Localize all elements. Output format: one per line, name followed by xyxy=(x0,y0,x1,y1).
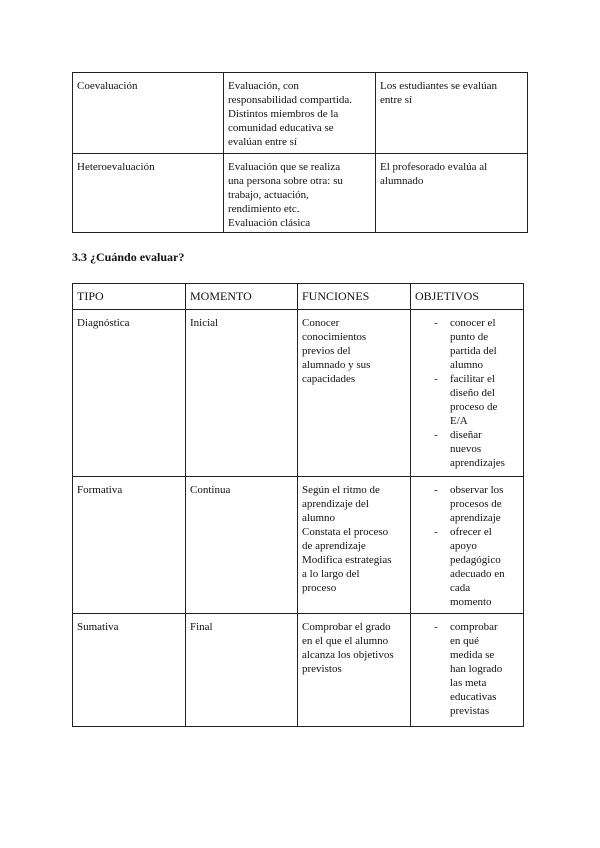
table-cell xyxy=(73,73,224,154)
header-cell-momento: MOMENTO xyxy=(186,284,298,310)
cell-line: a lo largo del xyxy=(302,568,360,580)
cell-line: Conocer xyxy=(302,317,340,329)
cell-line: Constata el proceso xyxy=(302,526,389,538)
table-row xyxy=(73,477,524,614)
list-item: - facilitar el diseño del proceso de E/A xyxy=(415,372,519,428)
cell-line: proceso xyxy=(302,582,337,594)
list-item: - diseñar nuevos aprendizajes xyxy=(415,428,519,470)
momento-cell: Continua xyxy=(186,477,298,614)
cell-line: previos del xyxy=(302,345,351,357)
cell-line: aprendizaje del xyxy=(302,498,369,510)
list-item: - ofrecer el apoyo pedagógico adecuado en cada momento xyxy=(415,525,519,609)
cell-text: Heteroevaluación xyxy=(77,161,155,173)
cell-line: trabajo, actuación, xyxy=(228,189,309,201)
cell-line: responsabilidad compartida. xyxy=(228,94,353,106)
momento-cell: Final xyxy=(186,614,298,727)
cell-line: rendimiento etc. xyxy=(228,203,300,215)
tipo-cell: Diagnóstica xyxy=(73,310,186,477)
cell-line: evalúan entre sí xyxy=(228,136,298,148)
list-item: - comprobar en qué medida se han logrado las meta educativas previstas xyxy=(415,620,519,718)
objetivos-list xyxy=(415,483,519,609)
objetivos-list xyxy=(415,316,519,470)
table-cell xyxy=(73,154,224,233)
cell-line: Modifica estrategias xyxy=(302,554,392,566)
cell-line: previstos xyxy=(302,663,342,675)
header-cell-tipo: TIPO xyxy=(73,284,186,310)
cell-line: alumno xyxy=(302,512,335,524)
header-cell-objetivos: OBJETIVOS xyxy=(411,284,524,310)
section-heading: 3.3 ¿Cuándo evaluar? xyxy=(72,250,185,264)
cell-line: entre sí xyxy=(380,94,413,106)
when-to-evaluate-table xyxy=(72,283,524,727)
cell-line: El profesorado evalúa al xyxy=(380,161,488,173)
cell-line: alumnado xyxy=(380,175,424,187)
funciones-cell xyxy=(298,614,411,727)
table-row xyxy=(73,154,528,233)
cell-line: alumnado y sus xyxy=(302,359,371,371)
cell-line: Evaluación clásica xyxy=(228,217,311,229)
cell-line: Evaluación que se realiza xyxy=(228,161,341,173)
momento-cell: Inicial xyxy=(186,310,298,477)
cell-line: Distintos miembros de la xyxy=(228,108,339,120)
cell-line: conocimientos xyxy=(302,331,367,343)
funciones-cell xyxy=(298,310,411,477)
cell-line: de aprendizaje xyxy=(302,540,366,552)
table-row xyxy=(73,310,524,477)
evaluation-agents-table xyxy=(72,72,528,233)
header-cell-funciones: FUNCIONES xyxy=(298,284,411,310)
table-cell xyxy=(376,73,528,154)
list-item: - observar los procesos de aprendizaje xyxy=(415,483,519,525)
cell-line: Comprobar el grado xyxy=(302,621,391,633)
table-cell xyxy=(224,154,376,233)
cell-line: Evaluación, con xyxy=(228,80,299,92)
table-header-row xyxy=(73,284,524,310)
cell-text: Coevaluación xyxy=(77,80,138,92)
cell-line: capacidades xyxy=(302,373,356,385)
objetivos-cell xyxy=(411,614,524,727)
objetivos-list xyxy=(415,620,519,718)
table-cell xyxy=(224,73,376,154)
table-row xyxy=(73,614,524,727)
objetivos-cell xyxy=(411,310,524,477)
tipo-cell: Sumativa xyxy=(73,614,186,727)
objetivos-cell xyxy=(411,477,524,614)
cell-line: en el que el alumno xyxy=(302,635,389,647)
cell-line: comunidad educativa se xyxy=(228,122,334,134)
list-item: - conocer el punto de partida del alumno xyxy=(415,316,519,372)
tipo-cell: Formativa xyxy=(73,477,186,614)
funciones-cell xyxy=(298,477,411,614)
cell-line: una persona sobre otra: su xyxy=(228,175,343,187)
cell-line: Los estudiantes se evalúan xyxy=(380,80,497,92)
cell-line: alcanza los objetivos xyxy=(302,649,394,661)
cell-line: Según el ritmo de xyxy=(302,484,380,496)
table-row xyxy=(73,73,528,154)
table-cell xyxy=(376,154,528,233)
